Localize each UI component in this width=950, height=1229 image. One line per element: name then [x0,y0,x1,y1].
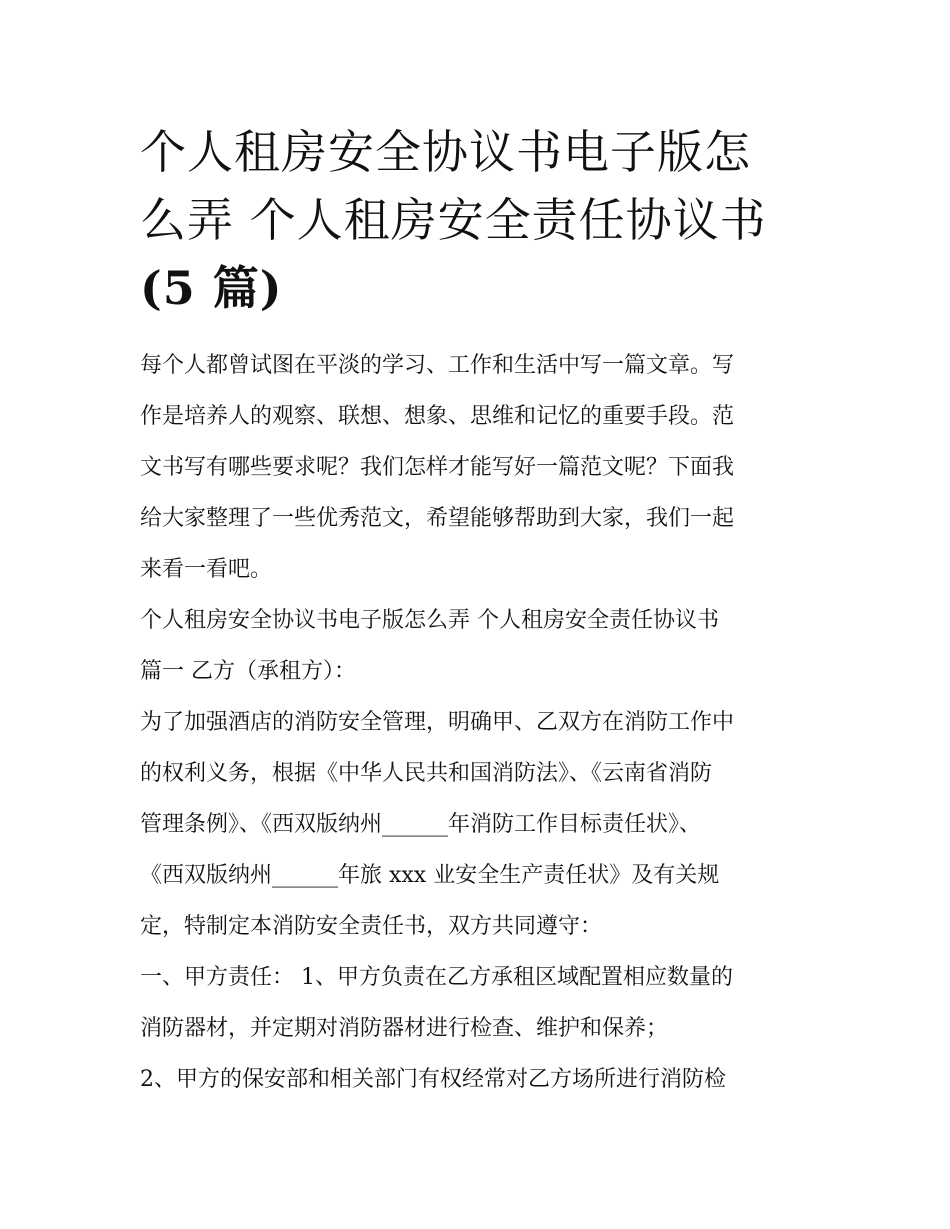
document-body [140,340,820,1105]
body-line-13: 一、甲方责任： 1、甲方负责在乙方承租区域配置相应数量的 [140,965,733,990]
body-line-4: 给大家整理了一些优秀范文，希望能够帮助到大家，我们一起 [140,506,735,531]
body-line-15: 2、甲方的保安部和相关部门有权经常对乙方场所进行消防检 [140,1067,726,1092]
body-line-9: 的权利义务，根据《中华人民共和国消防法》、《云南省消防 [140,761,713,786]
document-title [140,118,820,322]
body-line-10: 管理条例》、《西双版纳州______年消防工作目标责任状》、 [140,812,702,837]
body-line-12: 定，特制定本消防安全责任书，双方共同遵守： [140,914,603,939]
body-line-1: 每个人都曾试图在平淡的学习、工作和生活中写一篇文章。写 [140,353,735,378]
title-line-1: 个人租房安全协议书电子版怎 [140,125,751,179]
body-line-6: 个人租房安全协议书电子版怎么弄 个人租房安全责任协议书 [140,608,719,633]
body-line-14: 消防器材，并定期对消防器材进行检查、维护和保养； [140,1016,669,1041]
body-line-2: 作是培养人的观察、联想、想象、思维和记忆的重要手段。范 [140,404,735,429]
title-line-3: (5 篇) [140,261,283,315]
body-line-3: 文书写有哪些要求呢？我们怎样才能写好一篇范文呢？下面我 [140,455,735,480]
title-line-2: 么弄 个人租房安全责任协议书 [140,193,767,247]
body-line-7: 篇一 乙方（承租方）： [140,659,356,684]
document-page [140,118,820,1105]
body-line-8: 为了加强酒店的消防安全管理，明确甲、乙双方在消防工作中 [140,710,735,735]
body-line-5: 来看一看吧。 [140,557,273,582]
body-line-11: 《西双版纳州______年旅 xxx 业安全生产责任状》及有关规 [140,863,720,888]
